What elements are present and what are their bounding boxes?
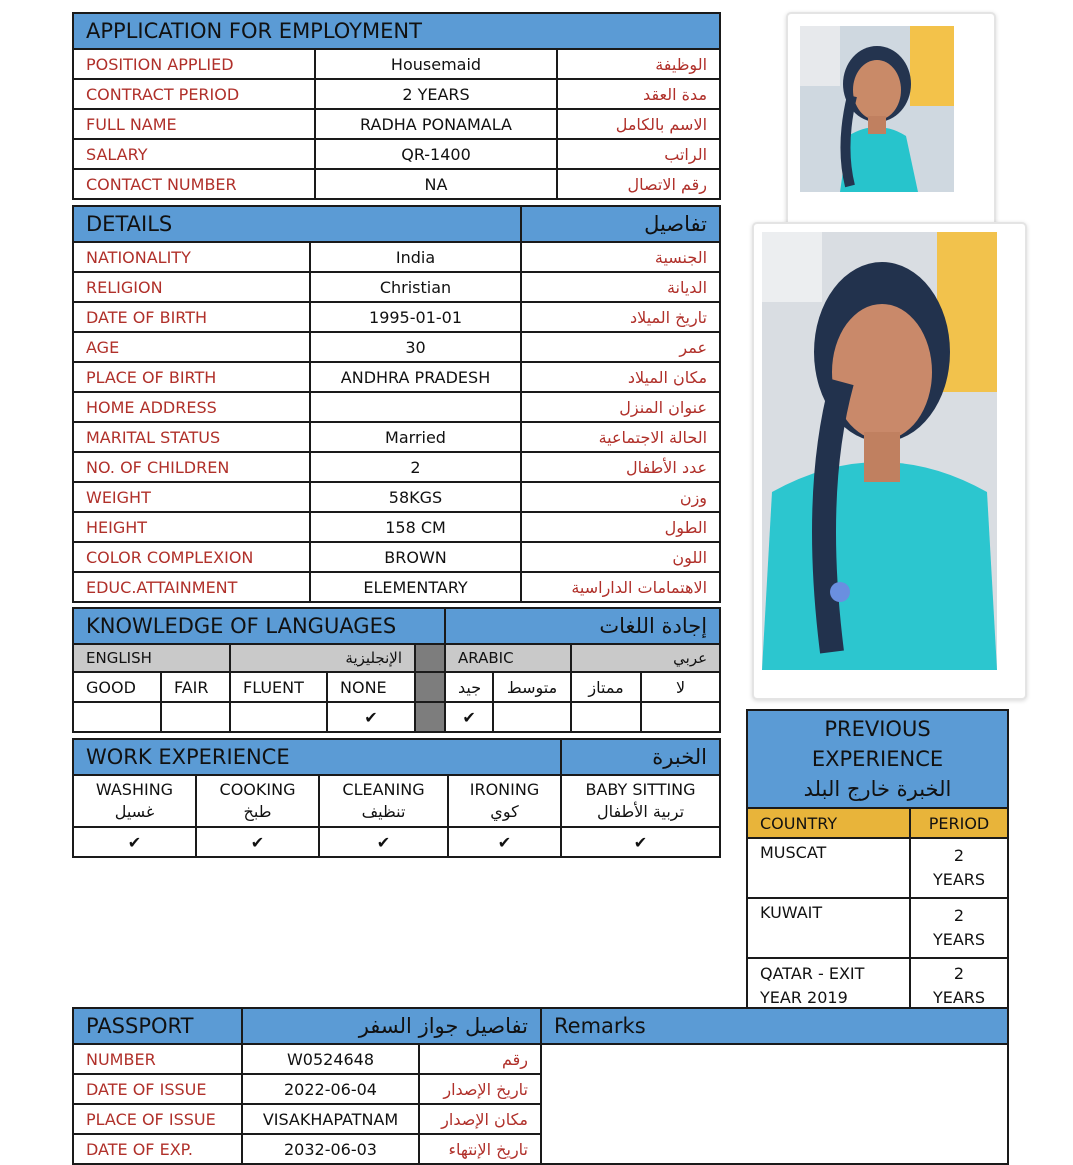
table-row bbox=[73, 512, 720, 542]
row-value bbox=[310, 392, 521, 422]
row-label: NO. OF CHILDREN bbox=[73, 452, 310, 482]
table-row bbox=[73, 452, 720, 482]
row-arabic: اللون bbox=[521, 542, 720, 572]
row-value: 58KGS bbox=[310, 482, 521, 512]
row-value: Christian bbox=[310, 272, 521, 302]
skill-label: BABY SITTING bbox=[585, 780, 696, 799]
row-label: HOME ADDRESS bbox=[73, 392, 310, 422]
passport-photo bbox=[786, 12, 996, 234]
check-icon: ✔ bbox=[327, 702, 415, 732]
skill-label-ar: طبخ bbox=[243, 802, 272, 821]
passport-title-ar: تفاصيل جواز السفر bbox=[242, 1008, 541, 1044]
row-label: CONTACT NUMBER bbox=[73, 169, 315, 199]
level-good: GOOD bbox=[73, 672, 161, 702]
table-row bbox=[73, 242, 720, 272]
table-row bbox=[73, 482, 720, 512]
passport-title: PASSPORT bbox=[73, 1008, 242, 1044]
skill-label-ar: تنظيف bbox=[361, 802, 406, 821]
row-value: Married bbox=[310, 422, 521, 452]
row-value: Housemaid bbox=[315, 49, 557, 79]
col-period: PERIOD bbox=[910, 808, 1008, 838]
check-icon: ✔ bbox=[196, 827, 319, 857]
table-row bbox=[73, 169, 720, 199]
languages-title: KNOWLEDGE OF LANGUAGES bbox=[73, 608, 445, 644]
languages-table bbox=[72, 607, 721, 733]
row-arabic: الطول bbox=[521, 512, 720, 542]
row-arabic: تاريخ الإصدار bbox=[419, 1074, 541, 1104]
country-line2: YEAR 2019 bbox=[760, 988, 848, 1007]
portrait-photo-small bbox=[800, 26, 954, 192]
full-photo bbox=[752, 222, 1027, 700]
divider bbox=[415, 702, 445, 732]
table-row bbox=[73, 422, 720, 452]
check-cell bbox=[571, 702, 641, 732]
row-label: RELIGION bbox=[73, 272, 310, 302]
row-value: 158 CM bbox=[310, 512, 521, 542]
row-label: DATE OF ISSUE bbox=[73, 1074, 242, 1104]
table-row bbox=[747, 838, 1008, 898]
passport-table bbox=[72, 1007, 1009, 1165]
row-value: ANDHRA PRADESH bbox=[310, 362, 521, 392]
period-cell bbox=[910, 958, 1008, 1014]
skill-ironing bbox=[448, 775, 561, 827]
row-label: AGE bbox=[73, 332, 310, 362]
row-label: FULL NAME bbox=[73, 109, 315, 139]
work-title-ar: الخبرة bbox=[561, 739, 720, 775]
previous-experience-table bbox=[746, 709, 1009, 1015]
skill-label: COOKING bbox=[219, 780, 296, 799]
row-label: NUMBER bbox=[73, 1044, 242, 1074]
row-value: RADHA PONAMALA bbox=[315, 109, 557, 139]
portrait-photo-large bbox=[762, 232, 997, 670]
table-row bbox=[73, 392, 720, 422]
check-icon: ✔ bbox=[561, 827, 720, 857]
table-row bbox=[73, 139, 720, 169]
period-cell bbox=[910, 898, 1008, 958]
row-arabic: الجنسية bbox=[521, 242, 720, 272]
row-value: VISAKHAPATNAM bbox=[242, 1104, 419, 1134]
previous-title-line2: EXPERIENCE bbox=[811, 747, 944, 771]
check-cell bbox=[161, 702, 230, 732]
row-value: 2032-06-03 bbox=[242, 1134, 419, 1164]
row-label: PLACE OF ISSUE bbox=[73, 1104, 242, 1134]
row-value: NA bbox=[315, 169, 557, 199]
table-row bbox=[747, 898, 1008, 958]
row-arabic: الديانة bbox=[521, 272, 720, 302]
table-row bbox=[73, 272, 720, 302]
work-title: WORK EXPERIENCE bbox=[73, 739, 561, 775]
row-label: PLACE OF BIRTH bbox=[73, 362, 310, 392]
check-cell bbox=[73, 702, 161, 732]
remarks-title: Remarks bbox=[541, 1008, 1008, 1044]
col-country: COUNTRY bbox=[747, 808, 910, 838]
skill-label: WASHING bbox=[95, 780, 174, 799]
country-line1: QATAR - EXIT bbox=[760, 964, 865, 983]
skill-label: CLEANING bbox=[342, 780, 425, 799]
check-cell bbox=[230, 702, 327, 732]
check-icon: ✔ bbox=[445, 702, 493, 732]
row-label: CONTRACT PERIOD bbox=[73, 79, 315, 109]
level-fluent: FLUENT bbox=[230, 672, 327, 702]
row-label: DATE OF EXP. bbox=[73, 1134, 242, 1164]
period-unit: YEARS bbox=[932, 930, 986, 949]
row-label: COLOR COMPLEXION bbox=[73, 542, 310, 572]
check-cell bbox=[641, 702, 720, 732]
work-table bbox=[72, 738, 721, 858]
skill-label-ar: كوي bbox=[490, 802, 519, 821]
row-arabic: الاهتمامات الداراسية bbox=[521, 572, 720, 602]
check-icon: ✔ bbox=[448, 827, 561, 857]
skill-washing bbox=[73, 775, 196, 827]
row-label: POSITION APPLIED bbox=[73, 49, 315, 79]
skill-cleaning bbox=[319, 775, 448, 827]
row-arabic: عنوان المنزل bbox=[521, 392, 720, 422]
period-cell bbox=[910, 838, 1008, 898]
table-row bbox=[73, 109, 720, 139]
previous-title bbox=[747, 710, 1008, 808]
application-table bbox=[72, 12, 721, 200]
level-ar-excellent: ممتاز bbox=[571, 672, 641, 702]
skill-label-ar: غسيل bbox=[114, 802, 155, 821]
table-row bbox=[73, 362, 720, 392]
row-arabic: مكان الميلاد bbox=[521, 362, 720, 392]
level-ar-average: متوسط bbox=[493, 672, 571, 702]
skill-cooking bbox=[196, 775, 319, 827]
details-title-ar: تفاصيل bbox=[521, 206, 720, 242]
details-title: DETAILS bbox=[73, 206, 521, 242]
table-row bbox=[73, 302, 720, 332]
level-none: NONE bbox=[327, 672, 415, 702]
row-value: BROWN bbox=[310, 542, 521, 572]
row-value: India bbox=[310, 242, 521, 272]
skill-label: IRONING bbox=[469, 780, 540, 799]
period-number: 2 bbox=[953, 964, 965, 983]
arabic-label-ar: عربي bbox=[571, 644, 720, 672]
row-label: MARITAL STATUS bbox=[73, 422, 310, 452]
row-arabic: الحالة الاجتماعية bbox=[521, 422, 720, 452]
row-arabic: عدد الأطفال bbox=[521, 452, 720, 482]
table-row bbox=[73, 332, 720, 362]
check-cell bbox=[493, 702, 571, 732]
skill-label-ar: تربية الأطفال bbox=[596, 802, 685, 821]
row-value: W0524648 bbox=[242, 1044, 419, 1074]
details-table bbox=[72, 205, 721, 603]
period-unit: YEARS bbox=[932, 870, 986, 889]
row-label: DATE OF BIRTH bbox=[73, 302, 310, 332]
country-cell bbox=[747, 958, 910, 1014]
row-arabic: تاريخ الإنتهاء bbox=[419, 1134, 541, 1164]
row-arabic: رقم bbox=[419, 1044, 541, 1074]
previous-title-ar: الخبرة خارج البلد bbox=[803, 777, 952, 801]
row-arabic: عمر bbox=[521, 332, 720, 362]
row-value: 1995-01-01 bbox=[310, 302, 521, 332]
table-row bbox=[73, 1044, 1008, 1074]
table-row bbox=[73, 79, 720, 109]
remarks-box bbox=[541, 1044, 1008, 1164]
country-cell: MUSCAT bbox=[747, 838, 910, 898]
row-label: WEIGHT bbox=[73, 482, 310, 512]
row-arabic: وزن bbox=[521, 482, 720, 512]
table-row bbox=[73, 542, 720, 572]
row-value: QR-1400 bbox=[315, 139, 557, 169]
table-row bbox=[747, 958, 1008, 1014]
english-label: ENGLISH bbox=[73, 644, 230, 672]
check-icon: ✔ bbox=[319, 827, 448, 857]
row-arabic: تاريخ الميلاد bbox=[521, 302, 720, 332]
english-label-ar: الإنجليزية bbox=[230, 644, 415, 672]
period-number: 2 bbox=[953, 846, 965, 865]
skill-baby-sitting bbox=[561, 775, 720, 827]
row-arabic: الاسم بالكامل bbox=[557, 109, 720, 139]
country-cell: KUWAIT bbox=[747, 898, 910, 958]
previous-title-line1: PREVIOUS bbox=[824, 717, 931, 741]
level-fair: FAIR bbox=[161, 672, 230, 702]
row-value: ELEMENTARY bbox=[310, 572, 521, 602]
application-title: APPLICATION FOR EMPLOYMENT bbox=[73, 13, 720, 49]
row-label: NATIONALITY bbox=[73, 242, 310, 272]
period-number: 2 bbox=[953, 906, 965, 925]
divider bbox=[415, 644, 445, 672]
row-value: 2 bbox=[310, 452, 521, 482]
row-arabic: مدة العقد bbox=[557, 79, 720, 109]
row-value: 30 bbox=[310, 332, 521, 362]
check-icon: ✔ bbox=[73, 827, 196, 857]
row-arabic: مكان الإصدار bbox=[419, 1104, 541, 1134]
period-unit: YEARS bbox=[932, 988, 986, 1007]
row-label: SALARY bbox=[73, 139, 315, 169]
row-value: 2022-06-04 bbox=[242, 1074, 419, 1104]
row-arabic: الوظيفة bbox=[557, 49, 720, 79]
table-row bbox=[73, 572, 720, 602]
arabic-label: ARABIC bbox=[445, 644, 571, 672]
row-value: 2 YEARS bbox=[315, 79, 557, 109]
row-label: HEIGHT bbox=[73, 512, 310, 542]
row-label: EDUC.ATTAINMENT bbox=[73, 572, 310, 602]
level-ar-good: جيد bbox=[445, 672, 493, 702]
languages-title-ar: إجادة اللغات bbox=[445, 608, 720, 644]
row-arabic: الراتب bbox=[557, 139, 720, 169]
level-ar-none: لا bbox=[641, 672, 720, 702]
table-row bbox=[73, 49, 720, 79]
row-arabic: رقم الاتصال bbox=[557, 169, 720, 199]
divider bbox=[415, 672, 445, 702]
